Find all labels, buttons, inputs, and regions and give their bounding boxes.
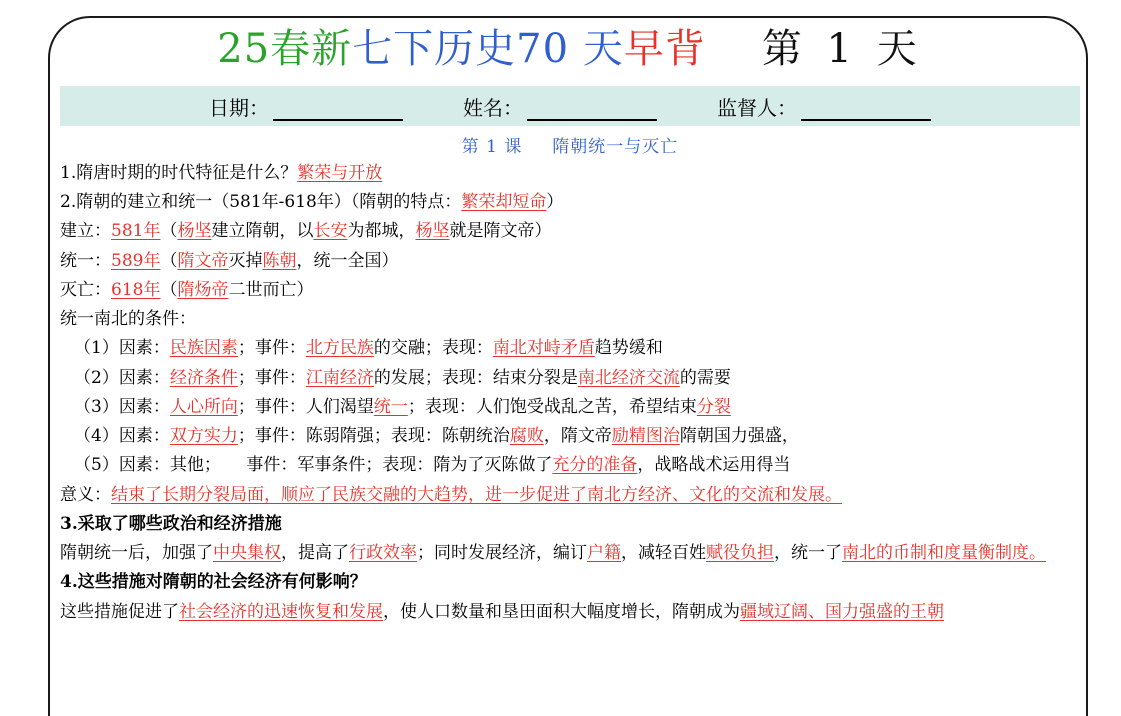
title-part-1: 25春新 [217,26,353,72]
text-line-fall [60,276,1080,305]
segment: ；事件：陈弱隋强；表现：陈朝统治 [237,426,510,447]
text-line-meaning [60,481,1080,510]
segment: 分裂 [696,396,731,417]
text-line-found [60,217,1080,246]
segment: ，使人口数量和垦田面积大幅度增长，隋朝成为 [383,601,740,622]
segment: 繁荣与开放 [297,163,383,183]
segment: ） [546,192,564,213]
segment: 灭亡： [60,279,111,300]
document-content [60,20,1080,627]
segment: 统一： [60,250,111,271]
segment: 北方民族 [305,338,374,359]
text-line-cond-3 [60,393,1080,422]
segment: 589年 [111,250,161,271]
segment: 结束了长期分裂局面，顺应了民族交融的大趋势，进一步促进了南北方经济、文化的交流和发展。 [111,484,842,505]
lesson-heading [60,132,1080,157]
segment: （ [160,279,178,300]
segment: 民族因素 [169,338,238,359]
page-title [60,26,1080,72]
segment: （2）因素： [74,367,170,388]
segment: 社会经济的迅速恢复和发展 [179,601,383,622]
name-field[interactable] [463,92,657,121]
segment: 统一南北的条件： [60,309,196,330]
segment: 陈朝 [262,250,297,271]
segment: 建立： [60,221,111,242]
segment: 3.采取了哪些政治和经济措施 [60,513,282,534]
lesson-title: 隋朝统一与灭亡 [552,137,679,157]
segment: ，战略战术运用得当 [637,455,791,476]
segment: 618年 [111,279,161,300]
date-blank[interactable] [273,104,403,121]
segment: 南北的币制和度量衡制度。 [842,543,1046,564]
segment: 这些措施促进了 [60,601,179,622]
segment: ；同时发展经济，编订 [417,543,587,564]
text-line-q4 [60,568,1080,597]
name-label: 姓名： [463,95,523,120]
segment: 杨坚 [177,221,212,242]
segment: 的发展；表现：结束分裂是 [373,367,578,388]
segment: （3）因素： [74,396,170,417]
segment: 杨坚 [415,221,450,242]
segment: ；表现：人们饱受战乱之苦，希望结束 [407,396,697,417]
title-part-3: 天 [582,26,624,72]
text-line-q3-ans [60,539,1080,568]
segment: 繁荣却短命 [461,192,547,213]
text-line-q1 [60,159,1080,188]
day-number: 1 [826,26,858,72]
text-line-cond-2 [60,364,1080,393]
segment: ，统一了 [774,543,842,564]
segment: ；事件： [237,338,306,359]
segment: （5）因素：其他； [74,455,213,476]
segment: 二世而亡） [228,279,314,300]
segment: （4）因素： [74,426,170,447]
segment: 4.这些措施对隋朝的社会经济有何影响？ [60,572,367,593]
segment: 事件：军事条件；表现：隋为了灭陈做了 [246,455,553,476]
segment: （ [160,221,178,242]
title-part-2: 七下历史70 [352,26,570,72]
segment: 灭掉 [228,250,263,271]
supervisor-field[interactable] [717,92,931,121]
segment: 隋朝统一后，加强了 [60,543,213,564]
segment: 江南经济 [305,367,374,388]
day-unit: 天 [876,26,923,72]
segment: 统一 [373,396,408,417]
segment: 经济条件 [169,367,238,388]
segment: 建立隋朝，以 [211,221,314,242]
date-label: 日期： [209,95,269,120]
segment: 隋文帝 [177,250,229,271]
segment [212,455,246,475]
segment: 腐败 [509,426,544,447]
segment: 充分的准备 [552,455,638,476]
segment: 双方实力 [169,426,238,447]
supervisor-blank[interactable] [801,104,931,121]
segment: （1）因素： [74,338,170,359]
lesson-prefix: 第 [461,137,480,157]
segment: ，统一全国） [296,250,399,271]
segment: 励精图治 [611,426,680,447]
text-line-unify [60,247,1080,276]
date-field[interactable] [209,92,403,121]
lesson-unit: 课 [504,137,523,157]
segment: 1.隋唐时期的时代特征是什么？ [60,163,298,183]
text-line-cond-4 [60,422,1080,451]
segment: ；事件： [237,367,306,388]
segment: 疆域辽阔、国力强盛的王朝 [740,601,944,622]
segment: 2.隋朝的建立和统一（581年-618年）（隋朝的特点： [60,192,462,213]
segment: 长安 [313,221,348,242]
segment: ，隋文帝 [543,426,612,447]
segment: 隋朝国力强盛， [679,426,799,447]
segment: ，减轻百姓 [621,543,706,564]
day-label: 第 [761,26,808,72]
name-blank[interactable] [527,104,657,121]
text-line-cond-title [60,305,1080,334]
supervisor-label: 监督人： [717,95,797,120]
segment: （ [160,250,178,271]
segment: 行政效率 [349,543,417,564]
segment: 南北对峙矛盾 [492,338,595,359]
info-bar [60,86,1080,126]
segment: 赋役负担 [706,543,774,564]
segment: 趋势缓和 [594,338,663,359]
segment: 的需要 [679,367,731,388]
segment: 户籍 [587,543,621,564]
document-body [60,159,1080,627]
text-line-q2 [60,188,1080,217]
text-line-q4-ans [60,598,1080,627]
segment: 人心所向 [169,396,238,417]
segment: 就是隋文帝） [449,221,552,242]
text-line-cond-5 [60,451,1080,480]
lesson-number: 1 [486,137,498,157]
segment: ，提高了 [281,543,349,564]
segment: 为都城， [347,221,416,242]
title-part-4: 早背 [623,26,706,72]
segment: 的交融；表现： [373,338,493,359]
segment: 南北经济交流 [577,367,680,388]
segment: 中央集权 [213,543,281,564]
text-line-q3 [60,510,1080,539]
segment: 隋炀帝 [177,279,229,300]
text-line-cond-1 [60,334,1080,363]
segment: 意义： [60,484,111,505]
segment: ；事件：人们渴望 [237,396,374,417]
segment: 581年 [111,221,161,242]
